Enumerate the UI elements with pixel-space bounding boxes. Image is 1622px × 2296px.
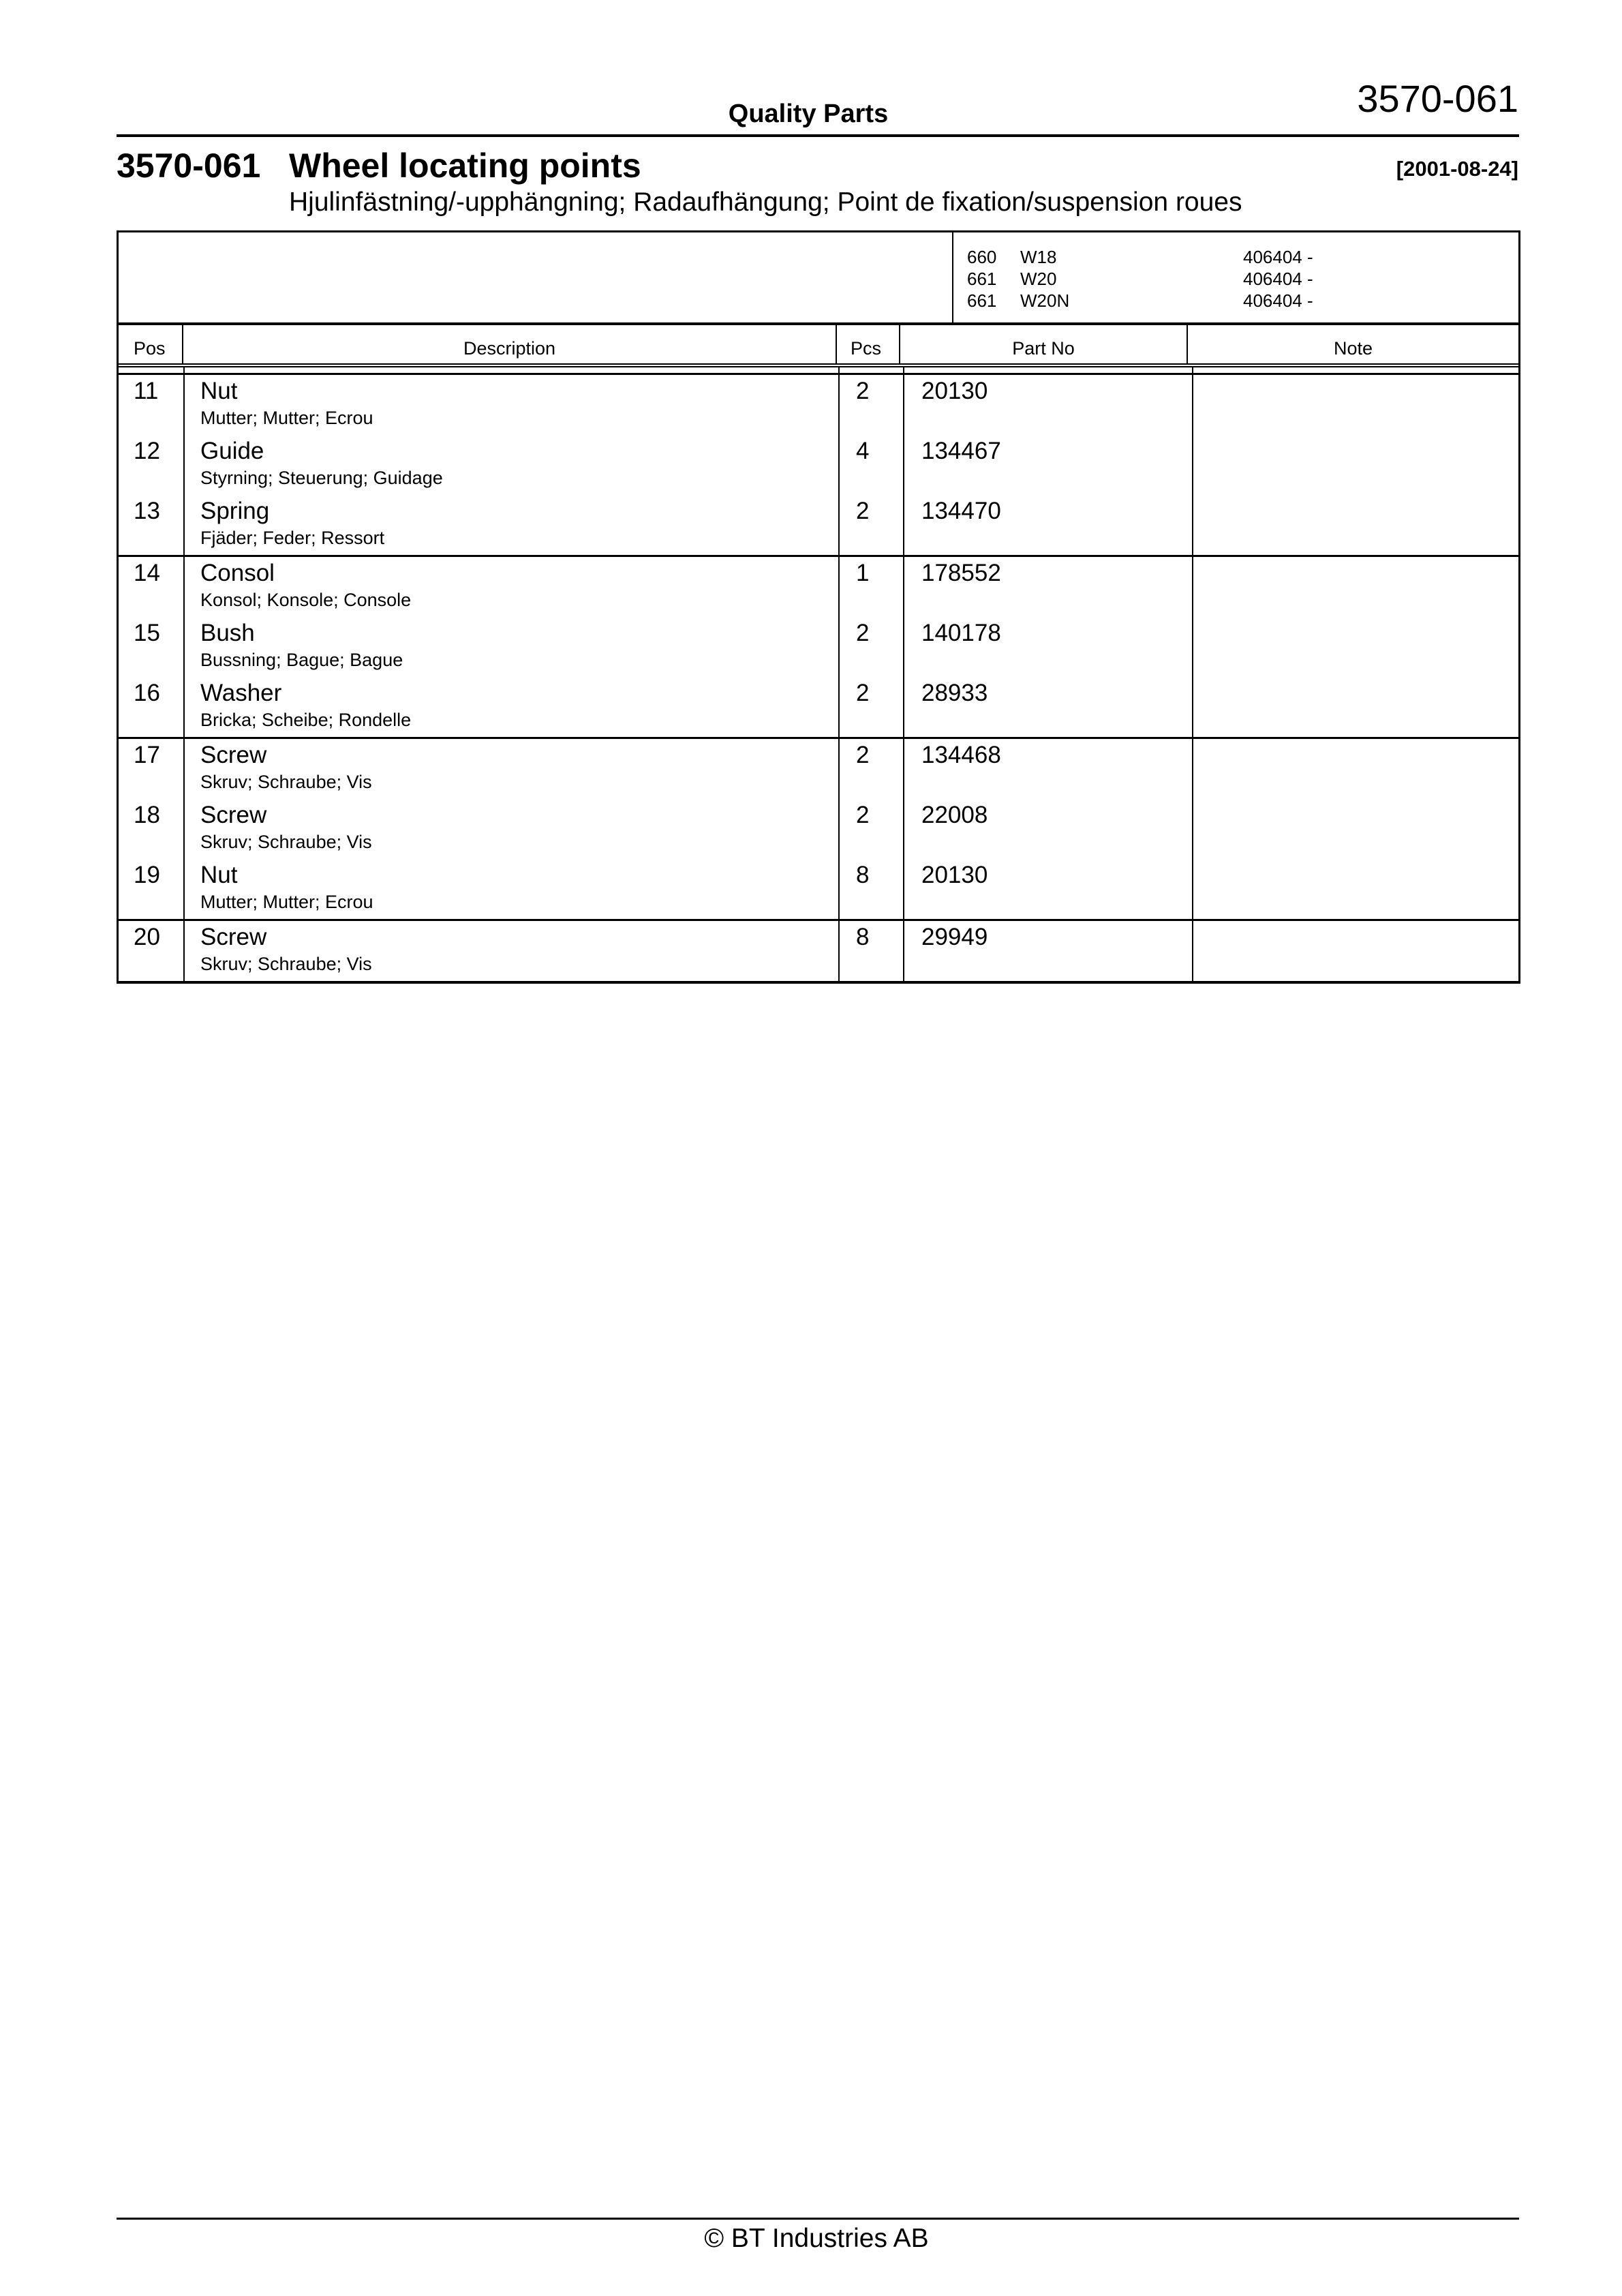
- table-row-cell: [840, 495, 903, 555]
- parts-table: [117, 230, 1520, 984]
- item-group: [119, 375, 1518, 557]
- table-row-cell: [119, 557, 183, 617]
- table-row-cell: [840, 799, 903, 859]
- part-translations: Bricka; Scheibe; Rondelle: [200, 710, 412, 730]
- table-row-cell: [1193, 617, 1518, 677]
- quantity: 8: [856, 862, 870, 888]
- table-row-cell: [904, 557, 1192, 617]
- footer-divider: [117, 2218, 1519, 2220]
- header-divider: [117, 134, 1519, 137]
- pos-number: 15: [134, 620, 160, 646]
- part-number: 22008: [921, 802, 988, 828]
- part-translations: Bussning; Bague; Bague: [200, 650, 403, 670]
- quantity: 8: [856, 924, 870, 950]
- page-title: Wheel locating points: [289, 147, 641, 185]
- quantity: 2: [856, 680, 870, 706]
- revision-date: [2001-08-24]: [1396, 157, 1518, 181]
- pos-number: 11: [134, 378, 159, 404]
- table-row-cell: [1193, 557, 1518, 617]
- item-group: [119, 557, 1518, 739]
- table-row-cell: [904, 617, 1192, 677]
- quantity: 2: [856, 378, 870, 404]
- table-row-cell: [1193, 859, 1518, 919]
- header-pos: Pos: [119, 325, 183, 363]
- pos-number: 19: [134, 862, 160, 888]
- table-header: [119, 325, 1518, 367]
- part-translations: Skruv; Schraube; Vis: [200, 832, 372, 852]
- model-model: W20N: [1020, 290, 1070, 311]
- part-number: 28933: [921, 680, 988, 706]
- quantity: 1: [856, 560, 870, 586]
- part-name: Screw: [200, 742, 267, 768]
- table-row-cell: [840, 859, 903, 919]
- part-number: 134470: [921, 498, 1001, 524]
- table-row-cell: [1193, 435, 1518, 495]
- table-row-cell: [1193, 375, 1518, 435]
- table-row-cell: [1193, 495, 1518, 555]
- part-number: 29949: [921, 924, 988, 950]
- table-row-cell: [840, 557, 903, 617]
- table-row-cell: [840, 375, 903, 435]
- table-row-cell: [840, 677, 903, 737]
- part-number: 178552: [921, 560, 1001, 586]
- pos-number: 16: [134, 680, 160, 706]
- quantity: 4: [856, 438, 870, 464]
- part-number: 20130: [921, 378, 988, 404]
- model-serial: 406404 -: [1243, 247, 1313, 267]
- pos-number: 18: [134, 802, 160, 828]
- part-translations: Styrning; Steuerung; Guidage: [200, 468, 443, 488]
- table-row-cell: [904, 799, 1192, 859]
- table-row-cell: [840, 435, 903, 495]
- table-row-cell: [185, 921, 838, 981]
- part-number: 20130: [921, 862, 988, 888]
- table-row-cell: [840, 617, 903, 677]
- model-row: [953, 246, 1313, 268]
- model-model: W18: [1020, 247, 1057, 267]
- header-part-no: Part No: [900, 325, 1188, 363]
- quantity: 2: [856, 802, 870, 828]
- table-row-cell: [904, 495, 1192, 555]
- table-row-cell: [185, 859, 838, 919]
- table-row-cell: [185, 677, 838, 737]
- part-number: 134467: [921, 438, 1001, 464]
- part-name: Nut: [200, 378, 238, 404]
- part-name: Spring: [200, 498, 270, 524]
- table-row-cell: [185, 495, 838, 555]
- table-body: [119, 375, 1518, 981]
- part-name: Screw: [200, 802, 267, 828]
- table-row-cell: [119, 435, 183, 495]
- table-row-cell: [185, 617, 838, 677]
- part-translations: Skruv; Schraube; Vis: [200, 954, 372, 974]
- header-note: Note: [1333, 338, 1373, 359]
- model-list: [953, 232, 1313, 322]
- part-translations: Konsol; Konsole; Console: [200, 590, 412, 610]
- item-group: [119, 739, 1518, 921]
- pos-number: 13: [134, 498, 160, 524]
- table-row-cell: [119, 375, 183, 435]
- table-row-cell: [1193, 799, 1518, 859]
- table-row-cell: [904, 435, 1192, 495]
- table-row-cell: [1193, 739, 1518, 799]
- part-translations: Fjäder; Feder; Ressort: [200, 528, 385, 548]
- pos-number: 20: [134, 924, 160, 950]
- title-number: 3570-061: [117, 147, 261, 185]
- table-row-cell: [119, 859, 183, 919]
- table-row-cell: [840, 739, 903, 799]
- header-description: Description: [183, 325, 837, 363]
- model-code: 661: [967, 290, 997, 311]
- table-row-cell: [1193, 921, 1518, 981]
- model-serial: 406404 -: [1243, 269, 1313, 289]
- model-code: 661: [967, 269, 997, 289]
- model-applicability: [119, 232, 1518, 325]
- table-row-cell: [119, 495, 183, 555]
- table-row-cell: [119, 739, 183, 799]
- table-row-cell: [904, 921, 1192, 981]
- part-number: 140178: [921, 620, 1001, 646]
- table-row-cell: [119, 677, 183, 737]
- table-row-cell: [904, 677, 1192, 737]
- table-row-cell: [185, 375, 838, 435]
- table-row-cell: [119, 799, 183, 859]
- part-translations: Mutter; Mutter; Ecrou: [200, 892, 373, 912]
- part-name: Screw: [200, 924, 267, 950]
- table-row-cell: [119, 617, 183, 677]
- table-row-cell: [840, 921, 903, 981]
- table-row-cell: [185, 435, 838, 495]
- table-row-cell: [185, 557, 838, 617]
- table-row-cell: [904, 739, 1192, 799]
- part-name: Guide: [200, 438, 264, 464]
- model-row: [953, 290, 1313, 312]
- header-pcs: Pcs: [837, 325, 900, 363]
- table-row-cell: [904, 859, 1192, 919]
- document-number: 3570-061: [1357, 77, 1518, 120]
- model-row: [953, 268, 1313, 290]
- quantity: 2: [856, 742, 870, 768]
- table-row-cell: [185, 799, 838, 859]
- part-name: Nut: [200, 862, 238, 888]
- model-serial: 406404 -: [1243, 290, 1313, 311]
- model-model: W20: [1020, 269, 1057, 289]
- table-row-cell: [904, 375, 1192, 435]
- part-name: Bush: [200, 620, 255, 646]
- part-name: Washer: [200, 680, 282, 706]
- copyright: © BT Industries AB: [704, 2224, 929, 2253]
- table-row-cell: [185, 739, 838, 799]
- pos-number: 14: [134, 560, 160, 586]
- table-row-cell: [119, 921, 183, 981]
- part-translations: Mutter; Mutter; Ecrou: [200, 408, 373, 428]
- quantity: 2: [856, 620, 870, 646]
- model-code: 660: [967, 247, 997, 267]
- title-translations: Hjulinfästning/-upphängning; Radaufhängung; Point de fixation/suspension roues: [289, 187, 1242, 217]
- item-group: [119, 921, 1518, 981]
- pos-number: 12: [134, 438, 160, 464]
- section-heading: Quality Parts: [728, 100, 889, 128]
- quantity: 2: [856, 498, 870, 524]
- pos-number: 17: [134, 742, 160, 768]
- part-number: 134468: [921, 742, 1001, 768]
- table-row-cell: [1193, 677, 1518, 737]
- part-name: Consol: [200, 560, 275, 586]
- part-translations: Skruv; Schraube; Vis: [200, 772, 372, 792]
